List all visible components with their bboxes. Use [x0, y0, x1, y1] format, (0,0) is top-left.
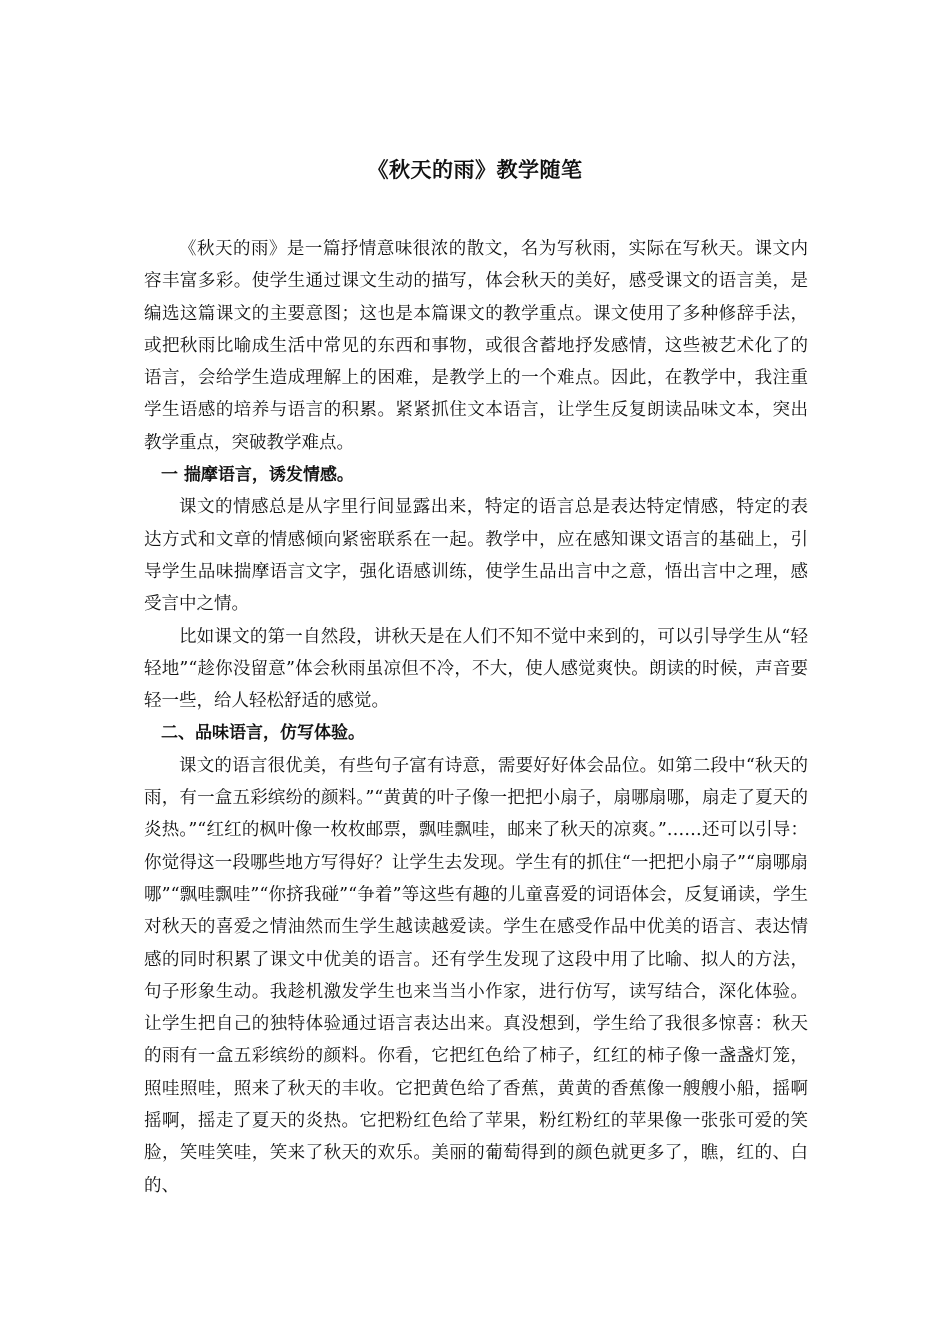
document-title: 《秋天的雨》教学随笔: [367, 158, 583, 182]
paragraph-intro: 《秋天的雨》是一篇抒情意味很浓的散文，名为写秋雨，实际在写秋天。课文内容丰富多彩。使学生通过课文生动的描写，体会秋天的美好，感受课文的语言美，是编选这篇课文的主要意图；这也是本篇课文的教学重点。课文使用了多种修辞手法，或把秋雨比喻成生活中常见的东西和事物，或很含蓄地抒发感情，这些被艺术化了的语言，会给学生造成理解上的困难，是教学上的一个难点。因此，在教学中，我注重学生语感的培养与语言的积累。紧紧抓住文本语言，让学生反复朗读品味文本，突出教学重点，突破教学难点。: [144, 239, 808, 453]
paragraph-section-2-a: 课文的语言很优美，有些句子富有诗意，需要好好体会品位。如第二段中“秋天的雨，有一盒五彩缤纷的颜料。”“黄黄的叶子像一把把小扇子，扇哪扇哪，扇走了夏天的炎热。”“红红的枫叶像一枚枚邮票，飘哇飘哇，邮来了秋天的凉爽。”……还可以引导：你觉得这一段哪些地方写得好？让学生去发现。学生有的抓住“一把把小扇子”“扇哪扇哪”“飘哇飘哇”“你挤我碰”“争着”等这些有趣的儿童喜爱的词语体会，反复诵读，学生对秋天的喜爱之情油然而生学生越读越爱读。学生在感受作品中优美的语言、表达情感的同时积累了课文中优美的语言。还有学生发现了这段中用了比喻、拟人的方法，句子形象生动。我趁机激发学生也来当当小作家，进行仿写，读写结合，深化体验。让学生把自己的独特体验通过语言表达出来。真没想到，学生给了我很多惊喜：秋天的雨有一盒五彩缤纷的颜料。你看，它把红色给了柿子，红红的柿子像一盏盏灯笼，照哇照哇，照来了秋天的丰收。它把黄色给了香蕉，黄黄的香蕉像一艘艘小船，摇啊摇啊，摇走了夏天的炎热。它把粉红色给了苹果，粉红粉红的苹果像一张张可爱的笑脸，笑哇笑哇，笑来了秋天的欢乐。美丽的葡萄得到的颜色就更多了，瞧，红的、白的、: [144, 755, 808, 1196]
section-heading-1: 一 揣摩语言，诱发情感。: [161, 465, 354, 486]
section-heading-2: 二、品味语言，仿写体验。: [161, 723, 365, 744]
paragraph-section-1-a: 课文的情感总是从字里行间显露出来，特定的语言总是表达特定情感，特定的表达方式和文章的情感倾向紧密联系在一起。教学中，应在感知课文语言的基础上，引导学生品味揣摩语言文字，强化语感训练，使学生品出言中之意，悟出言中之理，感受言中之情。: [144, 497, 808, 615]
document-body: [144, 233, 808, 1202]
paragraph-section-1-b: 比如课文的第一自然段，讲秋天是在人们不知不觉中来到的，可以引导学生从“轻轻地”“趁你没留意”体会秋雨虽凉但不冷，不大，使人感觉爽快。朗读的时候，声音要轻一些，给人轻松舒适的感觉。: [144, 626, 808, 712]
